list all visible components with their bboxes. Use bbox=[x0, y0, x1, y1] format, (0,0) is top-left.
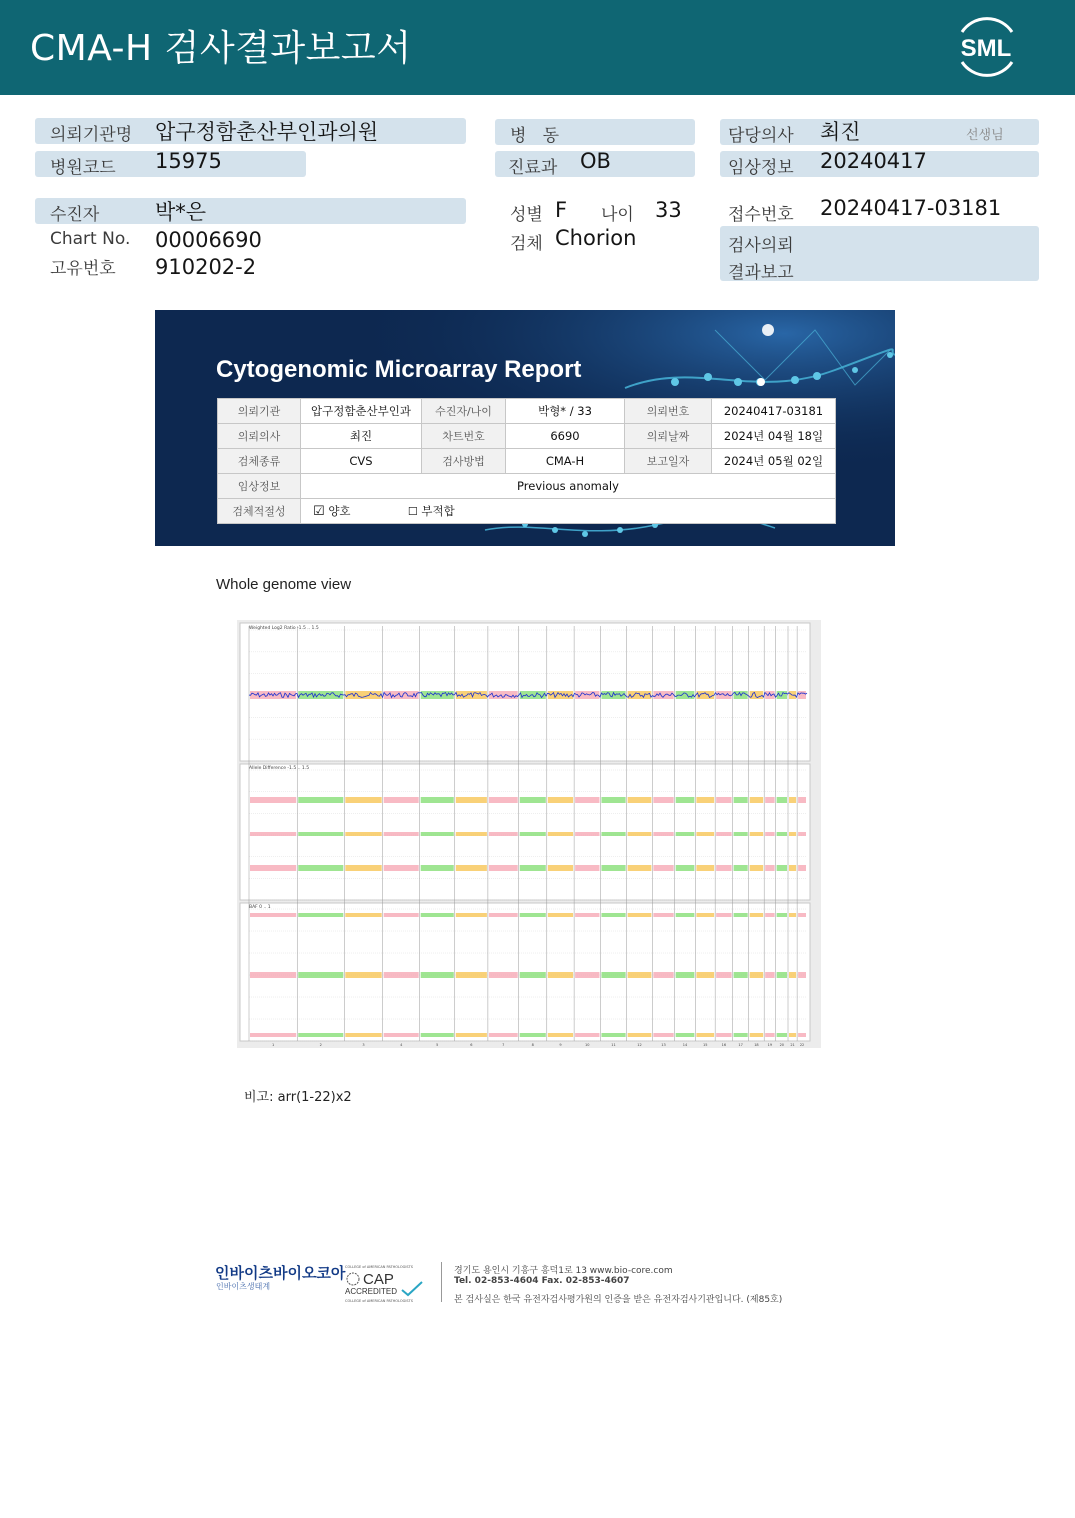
signal-band bbox=[489, 972, 518, 978]
signal-band bbox=[777, 797, 787, 803]
signal-band bbox=[345, 797, 381, 803]
signal-band bbox=[628, 865, 652, 871]
signal-band bbox=[489, 865, 518, 871]
signal-band bbox=[734, 913, 748, 917]
signal-band bbox=[345, 972, 381, 978]
signal-band bbox=[653, 865, 673, 871]
table-cell: 압구정함춘산부인과 bbox=[301, 399, 422, 424]
signal-band bbox=[716, 1033, 731, 1037]
signal-band bbox=[298, 972, 343, 978]
signal-band bbox=[696, 972, 714, 978]
genome-section-title: Whole genome view bbox=[216, 576, 352, 593]
signal-band bbox=[520, 797, 546, 803]
signal-band bbox=[575, 865, 599, 871]
chromosome-label: 2 bbox=[319, 1043, 322, 1047]
cap-top-text: COLLEGE of AMERICAN PATHOLOGISTS bbox=[345, 1265, 413, 1269]
signal-band bbox=[345, 1033, 381, 1037]
patient-bar bbox=[35, 198, 466, 224]
chromosome-label: 11 bbox=[611, 1043, 616, 1047]
clinical-info-label: 임상정보 bbox=[218, 474, 301, 499]
signal-band bbox=[750, 972, 764, 978]
signal-band bbox=[789, 1033, 796, 1037]
signal-band bbox=[489, 797, 518, 803]
signal-band bbox=[575, 1033, 599, 1037]
signal-band bbox=[601, 797, 625, 803]
chromosome-label: 17 bbox=[738, 1043, 743, 1047]
signal-band bbox=[777, 913, 787, 917]
table-cell: 차트번호 bbox=[422, 424, 506, 449]
cap-accredited-logo bbox=[344, 1262, 426, 1304]
signal-band bbox=[548, 865, 573, 871]
cap-bottom-text: COLLEGE of AMERICAN PATHOLOGISTS bbox=[345, 1299, 413, 1303]
footer-brand-sub: 인바이츠생태계 bbox=[216, 1282, 271, 1291]
clinical-label: 임상정보 bbox=[728, 158, 794, 178]
chromosome-label: 1 bbox=[272, 1043, 275, 1047]
signal-band bbox=[676, 1033, 695, 1037]
table-cell: 최진 bbox=[301, 424, 422, 449]
signal-band bbox=[421, 691, 454, 699]
signal-band bbox=[750, 691, 764, 699]
table-cell: 박형* / 33 bbox=[506, 399, 625, 424]
signal-band bbox=[575, 913, 599, 917]
signal-band bbox=[628, 913, 652, 917]
signal-band bbox=[548, 691, 573, 699]
signal-band bbox=[384, 972, 419, 978]
signal-band bbox=[676, 865, 695, 871]
signal-band bbox=[696, 832, 714, 836]
specimen-label: 검체 bbox=[510, 234, 543, 254]
signal-band bbox=[548, 832, 573, 836]
adequacy-label: 검체적절성 bbox=[218, 499, 301, 524]
signal-band bbox=[384, 865, 419, 871]
signal-band bbox=[520, 913, 546, 917]
table-cell: 의뢰번호 bbox=[625, 399, 712, 424]
signal-band bbox=[653, 832, 673, 836]
signal-band bbox=[734, 797, 748, 803]
signal-band bbox=[601, 913, 625, 917]
chromosome-label: 16 bbox=[721, 1043, 727, 1047]
doctor-suffix: 선생님 bbox=[966, 128, 1004, 143]
table-row bbox=[218, 424, 836, 449]
signal-band bbox=[456, 865, 487, 871]
signal-band bbox=[520, 1033, 546, 1037]
cap-main-text: CAP bbox=[363, 1271, 394, 1288]
signal-band bbox=[456, 1033, 487, 1037]
table-cell: 6690 bbox=[506, 424, 625, 449]
signal-band bbox=[548, 913, 573, 917]
signal-band bbox=[298, 1033, 343, 1037]
table-cell: 의뢰기관 bbox=[218, 399, 301, 424]
signal-band bbox=[734, 832, 748, 836]
adequacy-good-label: 양호 bbox=[328, 504, 351, 518]
chromosome-label: 21 bbox=[790, 1043, 795, 1047]
footer-address: 경기도 용인시 기흥구 흥덕1로 13 www.bio-core.com bbox=[454, 1266, 673, 1276]
signal-band bbox=[628, 797, 652, 803]
signal-band bbox=[489, 691, 518, 699]
signal-band bbox=[601, 1033, 625, 1037]
signal-band bbox=[421, 865, 454, 871]
signal-band bbox=[421, 913, 454, 917]
report-title: Cytogenomic Microarray Report bbox=[216, 356, 582, 383]
chromosome-label: 9 bbox=[559, 1043, 562, 1047]
ward-label: 병 동 bbox=[510, 126, 560, 146]
signal-band bbox=[250, 972, 296, 978]
signal-band bbox=[676, 972, 695, 978]
chromosome-label: 6 bbox=[470, 1043, 473, 1047]
chromosome-label: 18 bbox=[754, 1043, 759, 1047]
adequacy-options bbox=[301, 499, 836, 524]
signal-band bbox=[575, 832, 599, 836]
signal-band bbox=[384, 913, 419, 917]
adequacy-bad-checkbox: ☐ bbox=[407, 505, 418, 518]
signal-band bbox=[520, 832, 546, 836]
signal-band bbox=[789, 832, 796, 836]
signal-band bbox=[696, 913, 714, 917]
signal-band bbox=[250, 865, 296, 871]
institution-label: 의뢰기관명 bbox=[50, 125, 133, 145]
signal-band bbox=[734, 865, 748, 871]
signal-band bbox=[765, 913, 774, 917]
signal-band bbox=[345, 691, 381, 699]
signal-band bbox=[628, 972, 652, 978]
panel3-label: BAF 0 .. 1 bbox=[249, 905, 271, 910]
clinical-info-value: Previous anomaly bbox=[301, 474, 836, 499]
signal-band bbox=[750, 1033, 764, 1037]
clinical-value: 20240417 bbox=[820, 149, 927, 173]
signal-band bbox=[765, 972, 774, 978]
signal-band bbox=[750, 797, 764, 803]
institution-value: 압구정함춘산부인과의원 bbox=[155, 120, 379, 144]
signal-band bbox=[575, 797, 599, 803]
signal-band bbox=[548, 1033, 573, 1037]
specimen-value: Chorion bbox=[555, 226, 637, 250]
signal-band bbox=[777, 865, 787, 871]
request-label: 검사의뢰 bbox=[728, 236, 794, 256]
signal-band bbox=[696, 1033, 714, 1037]
chromosome-label: 15 bbox=[703, 1043, 708, 1047]
chromosome-label: 3 bbox=[362, 1043, 365, 1047]
signal-band bbox=[798, 832, 806, 836]
signal-band bbox=[298, 913, 343, 917]
patient-value: 박*은 bbox=[155, 200, 207, 224]
chromosome-label: 20 bbox=[779, 1043, 785, 1047]
table-cell: 20240417-03181 bbox=[712, 399, 836, 424]
signal-band bbox=[456, 972, 487, 978]
signal-band bbox=[777, 972, 787, 978]
signal-band bbox=[676, 913, 695, 917]
signal-band bbox=[653, 913, 673, 917]
chromosome-label: 10 bbox=[585, 1043, 590, 1047]
logo-text: SML bbox=[960, 35, 1012, 62]
signal-band bbox=[750, 913, 764, 917]
panel2-label: Allele Difference -1.5 .. 1.5 bbox=[249, 766, 310, 771]
table-cell: 의뢰날짜 bbox=[625, 424, 712, 449]
signal-band bbox=[575, 691, 599, 699]
result-label: 결과보고 bbox=[728, 263, 794, 283]
signal-band bbox=[628, 1033, 652, 1037]
signal-band bbox=[777, 1033, 787, 1037]
signal-band bbox=[734, 1033, 748, 1037]
signal-band bbox=[798, 913, 806, 917]
signal-band bbox=[298, 797, 343, 803]
signal-band bbox=[489, 832, 518, 836]
page-title: CMA-H 검사결과보고서 bbox=[30, 28, 412, 69]
id-label: 고유번호 bbox=[50, 259, 116, 279]
signal-band bbox=[676, 832, 695, 836]
check-icon bbox=[402, 1282, 422, 1295]
signal-band bbox=[601, 972, 625, 978]
chromosome-label: 4 bbox=[400, 1043, 403, 1047]
age-value: 33 bbox=[655, 198, 682, 222]
signal-band bbox=[384, 832, 419, 836]
signal-band bbox=[421, 797, 454, 803]
signal-band bbox=[250, 1033, 296, 1037]
signal-band bbox=[601, 832, 625, 836]
signal-band bbox=[798, 1033, 806, 1037]
signal-band bbox=[798, 691, 806, 699]
signal-band bbox=[750, 832, 764, 836]
signal-band bbox=[696, 691, 714, 699]
signal-band bbox=[489, 1033, 518, 1037]
signal-band bbox=[716, 865, 731, 871]
age-label: 나이 bbox=[601, 205, 634, 225]
footer-tel: Tel. 02-853-4604 Fax. 02-853-4607 bbox=[454, 1276, 630, 1286]
table-row bbox=[218, 474, 836, 499]
table-cell: CMA-H bbox=[506, 449, 625, 474]
signal-band bbox=[653, 972, 673, 978]
note-label: 비고: bbox=[244, 1090, 274, 1105]
sex-value: F bbox=[555, 198, 568, 222]
sml-logo bbox=[948, 14, 1024, 80]
receipt-label: 접수번호 bbox=[728, 205, 794, 225]
signal-band bbox=[250, 832, 296, 836]
table-cell: 수진자/나이 bbox=[422, 399, 506, 424]
table-cell: 검사방법 bbox=[422, 449, 506, 474]
table-cell: 2024년 05월 02일 bbox=[712, 449, 836, 474]
table-row bbox=[218, 399, 836, 424]
signal-band bbox=[676, 797, 695, 803]
note bbox=[244, 1086, 352, 1105]
dept-label: 진료과 bbox=[508, 158, 558, 178]
panel1-label: Weighted Log2 Ratio -1.5 .. 1.5 bbox=[249, 626, 319, 631]
receipt-value: 20240417-03181 bbox=[820, 196, 1002, 220]
signal-band bbox=[716, 913, 731, 917]
chromosome-label: 5 bbox=[436, 1043, 439, 1047]
hospital-code-value: 15975 bbox=[155, 149, 222, 173]
sex-label: 성별 bbox=[510, 205, 543, 225]
signal-band bbox=[789, 913, 796, 917]
signal-band bbox=[250, 913, 296, 917]
id-value: 910202-2 bbox=[155, 255, 257, 279]
signal-band bbox=[298, 832, 343, 836]
signal-band bbox=[421, 1033, 454, 1037]
signal-band bbox=[765, 797, 774, 803]
hospital-code-label: 병원코드 bbox=[50, 158, 116, 178]
footer-brand: 인바이츠바이오코아 bbox=[215, 1264, 346, 1282]
signal-band bbox=[345, 832, 381, 836]
signal-band bbox=[798, 865, 806, 871]
chromosome-label: 22 bbox=[799, 1043, 805, 1047]
report-card bbox=[155, 310, 895, 546]
footer-notice: 본 검사실은 한국 유전자검사평가원의 인증을 받은 유전자검사기관입니다. (제85호) bbox=[454, 1295, 783, 1305]
signal-band bbox=[520, 865, 546, 871]
signal-band bbox=[789, 972, 796, 978]
signal-band bbox=[489, 913, 518, 917]
signal-band bbox=[653, 1033, 673, 1037]
table-cell: 보고일자 bbox=[625, 449, 712, 474]
signal-band bbox=[456, 797, 487, 803]
signal-band bbox=[628, 832, 652, 836]
signal-band bbox=[798, 972, 806, 978]
table-row bbox=[218, 499, 836, 524]
table-cell: CVS bbox=[301, 449, 422, 474]
signal-band bbox=[765, 832, 774, 836]
signal-band bbox=[716, 832, 731, 836]
signal-band bbox=[765, 691, 774, 699]
signal-band bbox=[421, 832, 454, 836]
signal-band bbox=[548, 972, 573, 978]
signal-band bbox=[653, 797, 673, 803]
signal-band bbox=[548, 797, 573, 803]
signal-band bbox=[601, 865, 625, 871]
signal-band bbox=[421, 972, 454, 978]
signal-band bbox=[777, 832, 787, 836]
signal-band bbox=[716, 797, 731, 803]
table-cell: 2024년 04월 18일 bbox=[712, 424, 836, 449]
table-row bbox=[218, 449, 836, 474]
signal-band bbox=[456, 913, 487, 917]
signal-band bbox=[696, 865, 714, 871]
chart-value: 00006690 bbox=[155, 228, 262, 252]
report-info-table bbox=[217, 398, 836, 524]
dept-value: OB bbox=[580, 149, 611, 173]
adequacy-good-checkbox: ☑ bbox=[313, 504, 325, 519]
signal-band bbox=[750, 865, 764, 871]
footer-separator bbox=[441, 1262, 442, 1302]
signal-band bbox=[575, 972, 599, 978]
signal-band bbox=[345, 865, 381, 871]
chart-label: Chart No. bbox=[50, 229, 131, 249]
genome-plot bbox=[237, 620, 821, 1048]
signal-band bbox=[696, 797, 714, 803]
chromosome-label: 7 bbox=[502, 1043, 505, 1047]
signal-band bbox=[345, 913, 381, 917]
signal-band bbox=[765, 1033, 774, 1037]
signal-band bbox=[298, 865, 343, 871]
signal-band bbox=[384, 1033, 419, 1037]
signal-band bbox=[384, 797, 419, 803]
doctor-value: 최진 bbox=[820, 120, 861, 144]
signal-band bbox=[789, 797, 796, 803]
adequacy-bad-label: 부적합 bbox=[421, 504, 455, 518]
cap-accredited-text: ACCREDITED bbox=[345, 1287, 398, 1296]
chromosome-label: 19 bbox=[767, 1043, 773, 1047]
signal-band bbox=[250, 797, 296, 803]
doctor-label: 담당의사 bbox=[728, 126, 794, 146]
table-cell: 검체종류 bbox=[218, 449, 301, 474]
signal-band bbox=[520, 972, 546, 978]
chromosome-label: 8 bbox=[531, 1043, 534, 1047]
table-cell: 의뢰의사 bbox=[218, 424, 301, 449]
chromosome-label: 14 bbox=[682, 1043, 688, 1047]
signal-band bbox=[765, 865, 774, 871]
signal-band bbox=[456, 832, 487, 836]
note-text: arr(1-22)x2 bbox=[277, 1090, 352, 1105]
signal-band bbox=[716, 972, 731, 978]
patient-label: 수진자 bbox=[50, 205, 100, 225]
signal-band bbox=[789, 865, 796, 871]
header-bar bbox=[0, 0, 1075, 95]
signal-band bbox=[734, 972, 748, 978]
chromosome-label: 12 bbox=[637, 1043, 642, 1047]
signal-band bbox=[798, 797, 806, 803]
chromosome-label: 13 bbox=[661, 1043, 666, 1047]
